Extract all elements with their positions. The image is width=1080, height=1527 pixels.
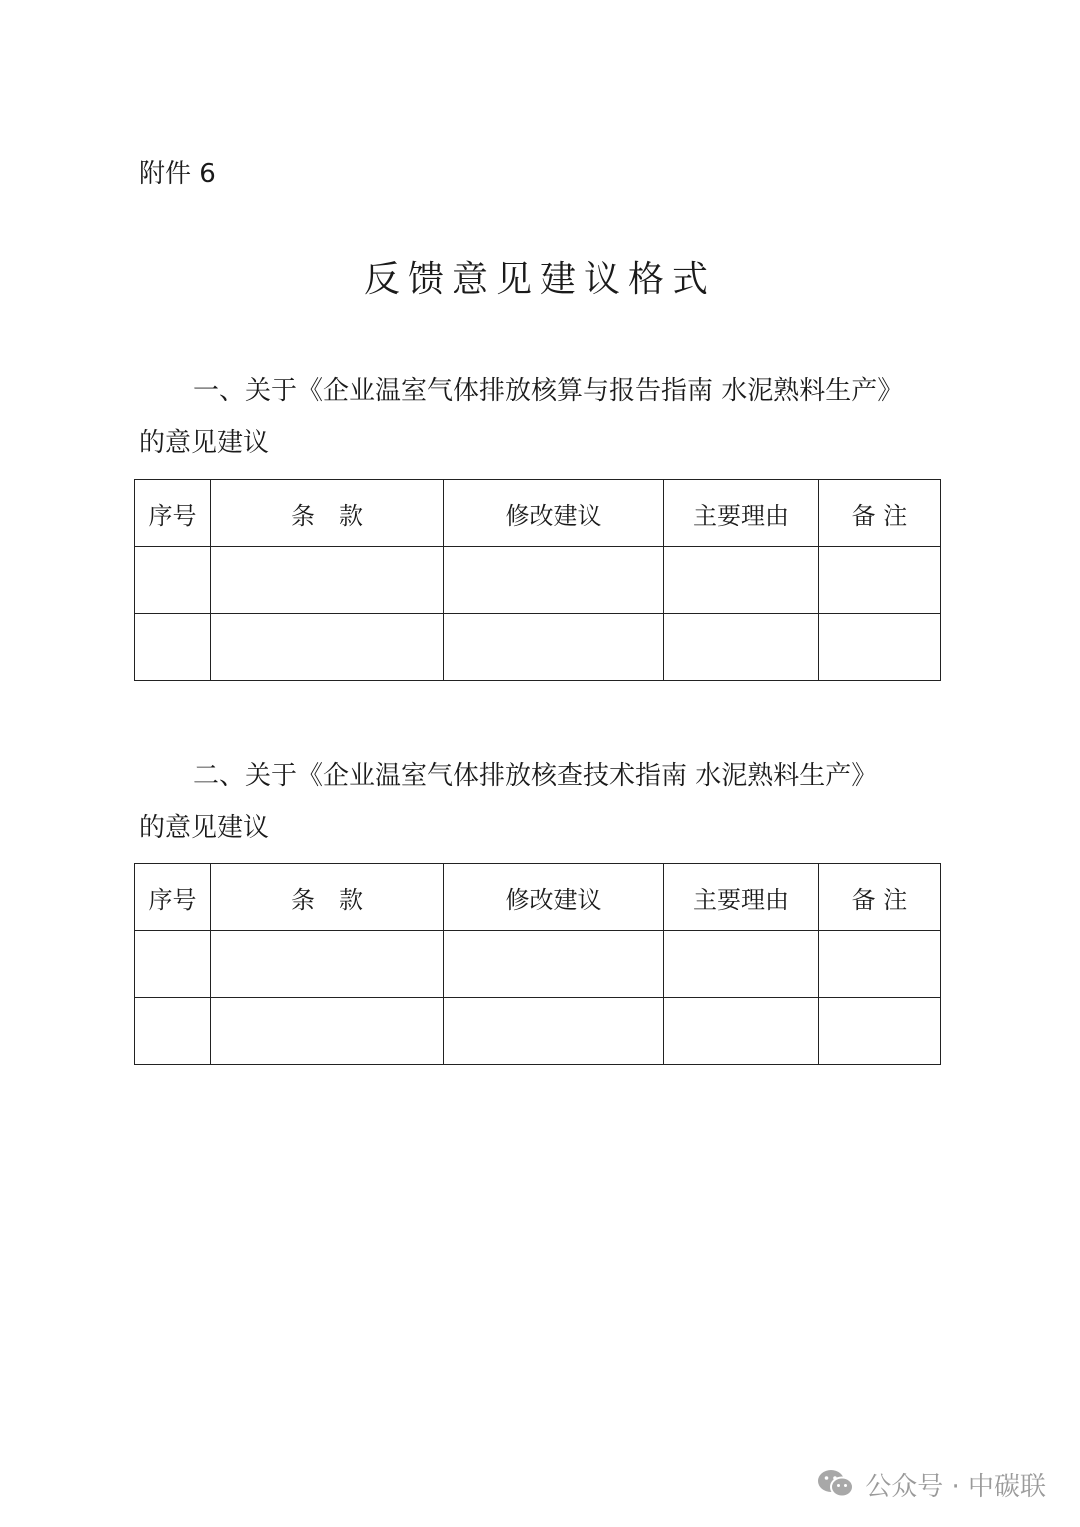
table-row	[135, 547, 941, 614]
table-cell	[444, 931, 664, 998]
table-cell	[664, 998, 819, 1065]
section-1-heading	[139, 365, 939, 469]
col-header-number: 序号	[135, 480, 211, 547]
table-cell	[664, 547, 819, 614]
table-cell	[819, 931, 941, 998]
table-cell	[135, 998, 211, 1065]
table-cell	[211, 614, 444, 681]
table-cell	[819, 547, 941, 614]
col-header-clause: 条 款	[211, 864, 444, 931]
table-cell	[135, 547, 211, 614]
feedback-table-1	[134, 479, 941, 681]
watermark-text: 公众号 · 中碳联	[865, 1471, 1046, 1502]
table-row	[135, 998, 941, 1065]
table-cell	[819, 614, 941, 681]
col-header-number: 序号	[135, 864, 211, 931]
col-header-remarks: 备 注	[819, 480, 941, 547]
col-header-reason: 主要理由	[664, 864, 819, 931]
col-header-suggestion: 修改建议	[444, 480, 664, 547]
table-header-row	[135, 480, 941, 547]
table-header-row	[135, 864, 941, 931]
page-title: 反馈意见建议格式	[363, 259, 716, 300]
attachment-label: 附件 6	[139, 159, 216, 189]
col-header-clause: 条 款	[211, 480, 444, 547]
col-header-reason: 主要理由	[664, 480, 819, 547]
section-1-heading-line2: 的意见建议	[139, 428, 270, 458]
table-cell	[444, 547, 664, 614]
table-cell	[664, 614, 819, 681]
table-cell	[664, 931, 819, 998]
col-header-remarks: 备 注	[819, 864, 941, 931]
feedback-table-2	[134, 863, 941, 1065]
table-cell	[444, 998, 664, 1065]
table-cell	[444, 614, 664, 681]
table-row	[135, 614, 941, 681]
table-cell	[135, 614, 211, 681]
table-cell	[211, 931, 444, 998]
table-cell	[819, 998, 941, 1065]
table-cell	[211, 547, 444, 614]
table-cell	[211, 998, 444, 1065]
section-2-heading-line2: 的意见建议	[139, 813, 270, 843]
table-row	[135, 931, 941, 998]
watermark	[817, 1462, 1046, 1506]
col-header-suggestion: 修改建议	[444, 864, 664, 931]
section-2-heading-line1: 二、关于《企业温室气体排放核查技术指南 水泥熟料生产》	[193, 761, 878, 791]
section-2-heading	[139, 750, 939, 854]
wechat-icon	[817, 1468, 855, 1500]
section-1-heading-line1: 一、关于《企业温室气体排放核算与报告指南 水泥熟料生产》	[193, 376, 904, 406]
table-cell	[135, 931, 211, 998]
